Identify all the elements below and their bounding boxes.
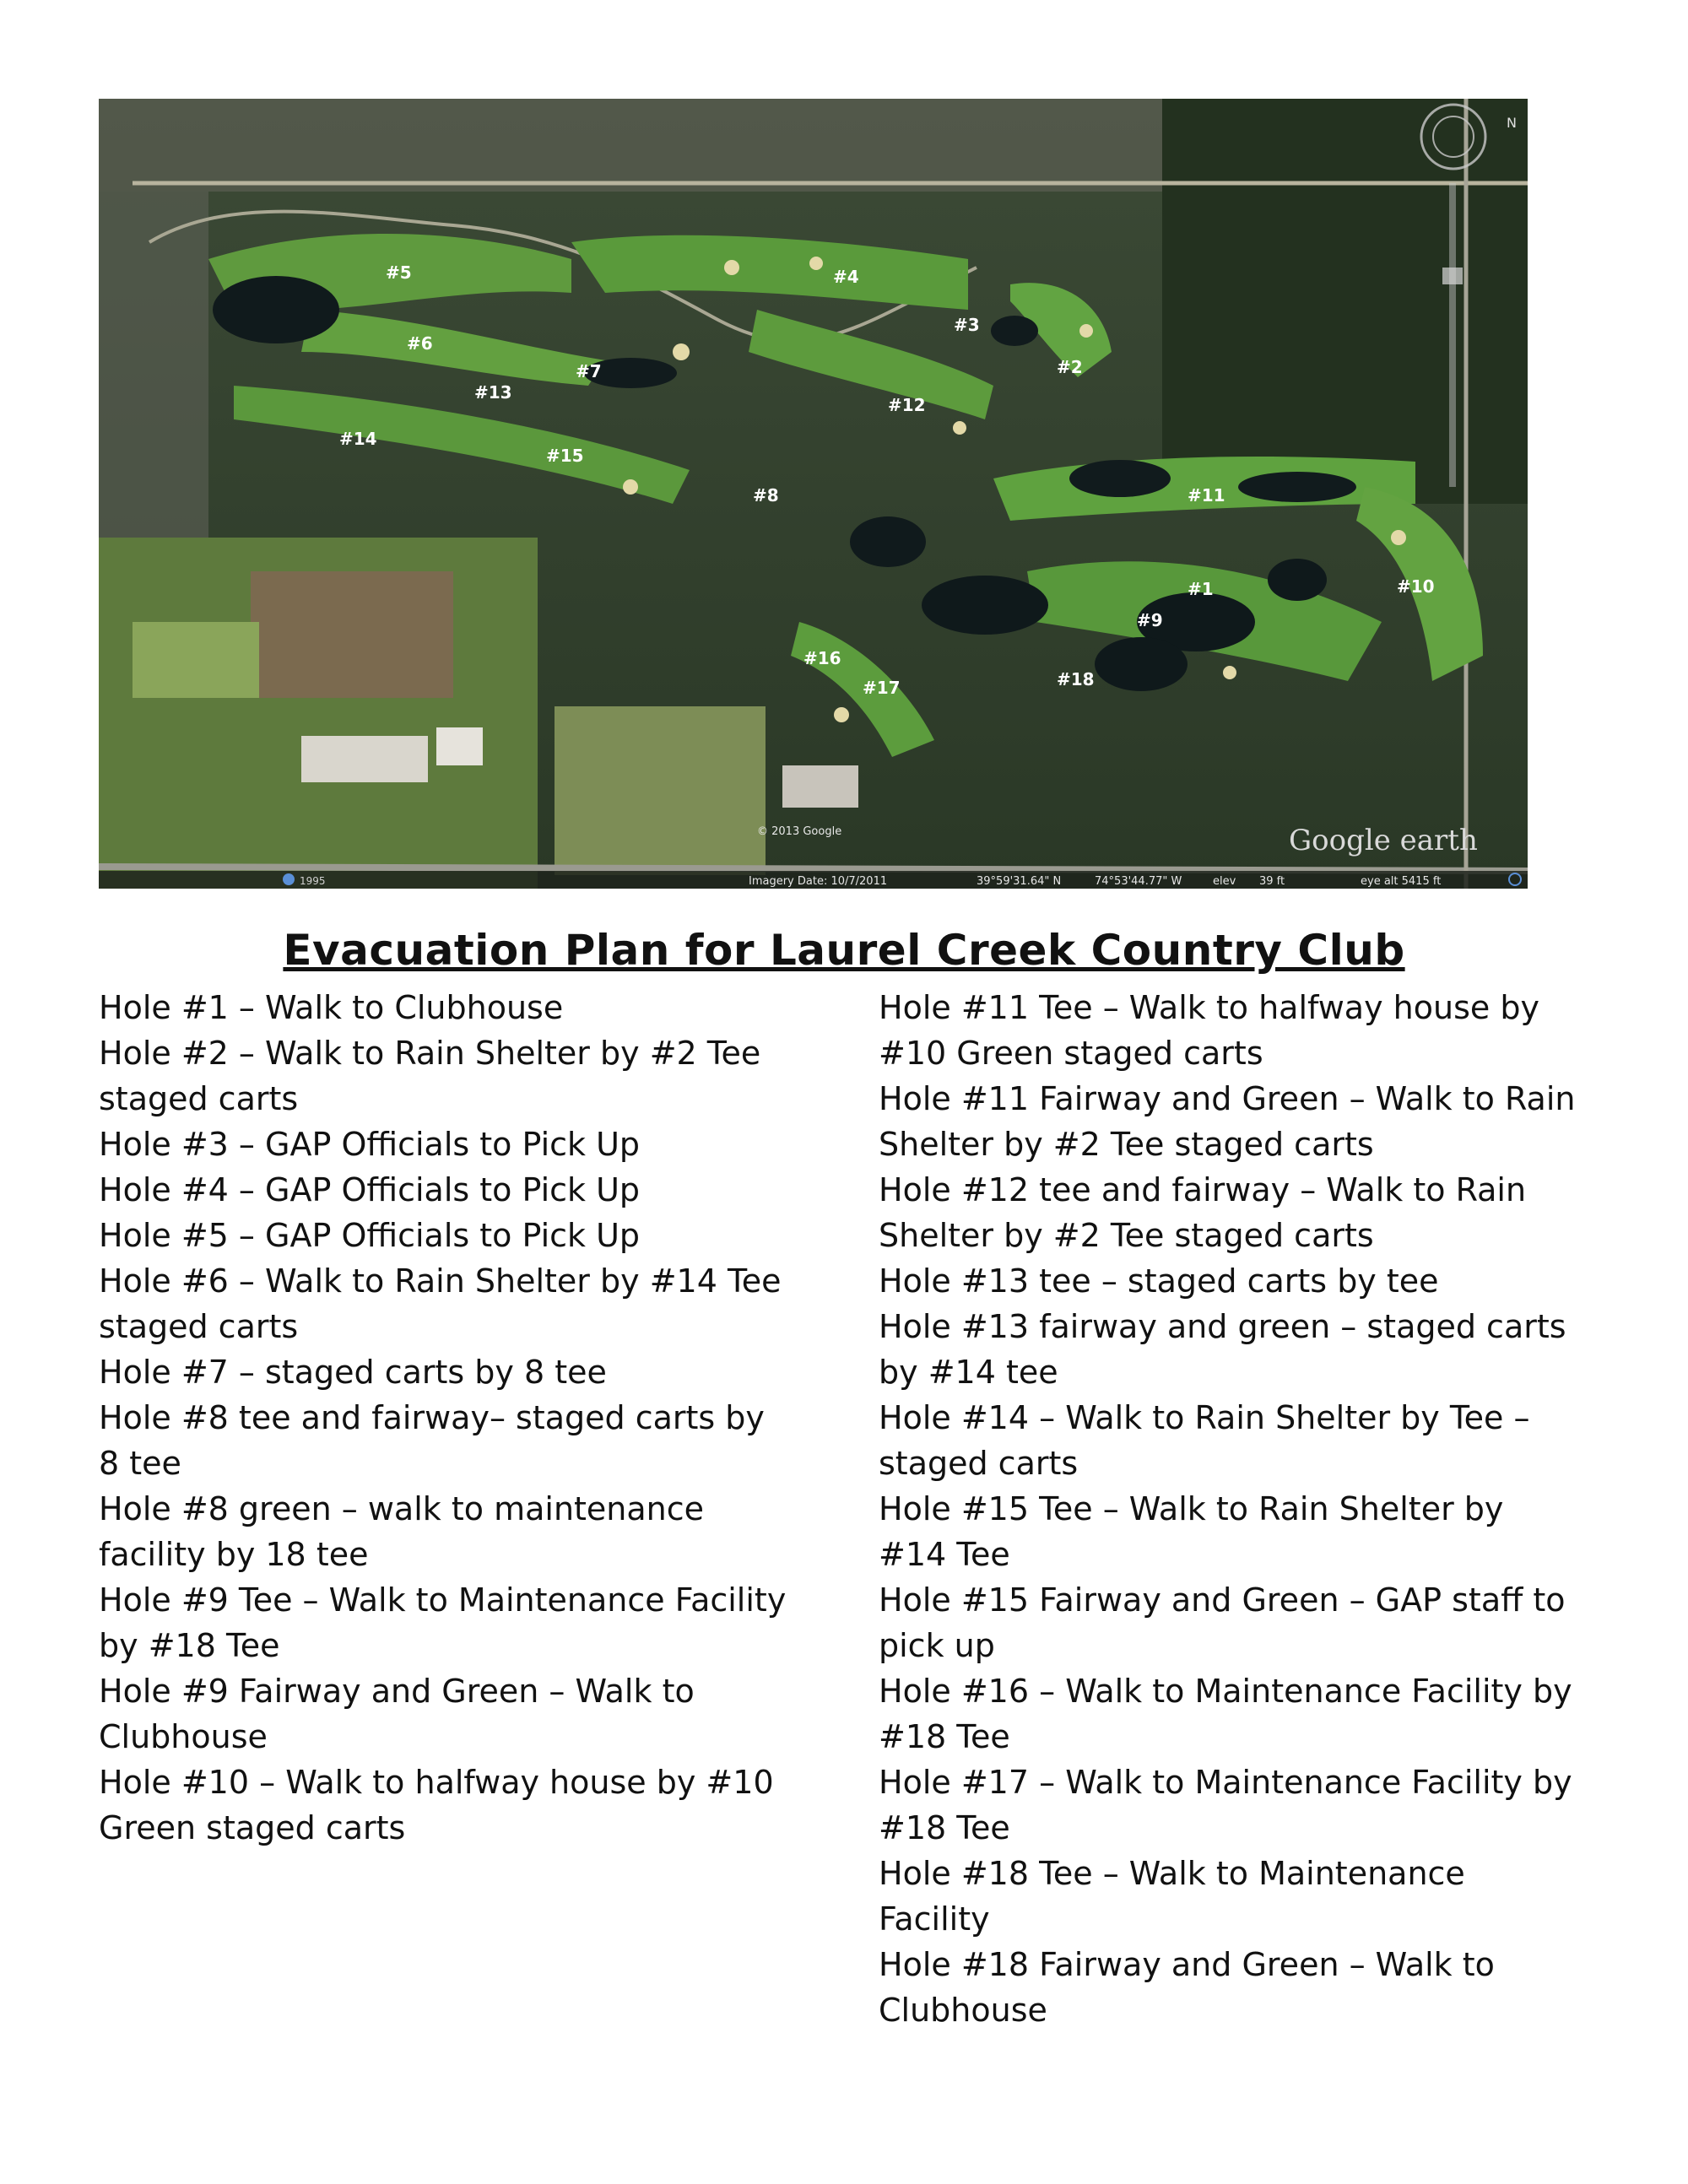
list-item: Hole #2 – Walk to Rain Shelter by #2 Tee staged carts bbox=[99, 1035, 761, 1117]
hole-label-12: #12 bbox=[888, 395, 926, 415]
hole-label-17: #17 bbox=[863, 678, 901, 698]
google-copyright: © 2013 Google bbox=[757, 825, 842, 838]
longitude-readout: 74°53'44.77" W bbox=[1095, 875, 1182, 888]
pond-11b bbox=[1238, 472, 1356, 502]
bunker bbox=[953, 421, 966, 435]
hole-label-6: #6 bbox=[407, 333, 433, 354]
list-item: Hole #12 tee and fairway – Walk to Rain Shelter by #2 Tee staged carts bbox=[879, 1171, 1527, 1254]
google-earth-logo: Google earth bbox=[1289, 824, 1478, 857]
bunker bbox=[1223, 666, 1236, 679]
hole-label-8: #8 bbox=[753, 485, 779, 505]
list-item: Hole #13 fairway and green – staged carts by #14 tee bbox=[879, 1308, 1566, 1391]
list-item: Hole #15 Fairway and Green – GAP staff to pick up bbox=[879, 1581, 1566, 1664]
forest-east bbox=[1162, 99, 1528, 504]
list-item: Hole #13 tee – staged carts by tee bbox=[879, 1262, 1439, 1300]
field-south bbox=[555, 706, 766, 875]
page-title: Evacuation Plan for Laurel Creek Country Club bbox=[283, 926, 1405, 975]
aerial-course-map bbox=[99, 99, 1528, 889]
pond-5 bbox=[213, 276, 339, 343]
bunker bbox=[809, 257, 823, 270]
hole-label-2: #2 bbox=[1057, 357, 1083, 377]
list-item: Hole #18 Fairway and Green – Walk to Clubhouse bbox=[879, 1946, 1495, 2029]
hole-label-10: #10 bbox=[1397, 576, 1435, 597]
list-item: Hole #9 Tee – Walk to Maintenance Facility by #18 Tee bbox=[99, 1581, 787, 1664]
elevation-value: 39 ft bbox=[1259, 875, 1285, 888]
hole-label-14: #14 bbox=[339, 429, 377, 449]
hole-label-16: #16 bbox=[803, 648, 841, 668]
hole-label-7: #7 bbox=[576, 361, 602, 381]
hole-label-11: #11 bbox=[1188, 485, 1225, 505]
list-item: Hole #11 Fairway and Green – Walk to Rain Shelter by #2 Tee staged carts bbox=[879, 1080, 1576, 1163]
parking-building bbox=[782, 765, 858, 808]
hole-label-15: #15 bbox=[546, 446, 584, 466]
pond-16 bbox=[922, 576, 1048, 635]
pond-1 bbox=[1268, 559, 1327, 601]
year-marker: 1995 bbox=[300, 875, 326, 887]
course-map-svg bbox=[99, 99, 1528, 889]
pond-8 bbox=[850, 516, 926, 567]
evacuation-list-left bbox=[99, 985, 795, 1851]
list-item: Hole #8 green – walk to maintenance facility by 18 tee bbox=[99, 1490, 705, 1573]
bunker bbox=[724, 260, 739, 275]
bunker bbox=[1391, 530, 1406, 545]
pond-18 bbox=[1095, 637, 1188, 691]
highway bbox=[99, 867, 1528, 871]
list-item: Hole #4 – GAP Officials to Pick Up bbox=[99, 1171, 641, 1208]
list-item: Hole #10 – Walk to halfway house by #10 Green staged carts bbox=[99, 1764, 774, 1846]
compass-north-label: N bbox=[1507, 115, 1517, 131]
maintenance-building bbox=[436, 727, 483, 765]
list-item: Hole #18 Tee – Walk to Maintenance Facility bbox=[879, 1855, 1465, 1938]
list-item: Hole #1 – Walk to Clubhouse bbox=[99, 989, 564, 1026]
elevation-label: elev bbox=[1213, 875, 1236, 888]
hole-label-18: #18 bbox=[1057, 669, 1095, 689]
eye-altitude: eye alt 5415 ft bbox=[1361, 875, 1442, 888]
residential-area-left bbox=[99, 192, 208, 546]
zoom-slider-handle[interactable] bbox=[1442, 268, 1463, 284]
imagery-date: Imagery Date: 10/7/2011 bbox=[749, 875, 888, 888]
list-item: Hole #5 – GAP Officials to Pick Up bbox=[99, 1217, 641, 1254]
hole-label-3: #3 bbox=[954, 315, 980, 335]
list-item: Hole #8 tee and fairway– staged carts by 8 tee bbox=[99, 1399, 765, 1482]
list-item: Hole #3 – GAP Officials to Pick Up bbox=[99, 1126, 641, 1163]
pond-11 bbox=[1069, 460, 1171, 497]
list-item: Hole #17 – Walk to Maintenance Facility by #18 Tee bbox=[879, 1764, 1572, 1846]
street-view-icon[interactable] bbox=[283, 873, 295, 885]
evacuation-list-right bbox=[879, 985, 1579, 2033]
bunker bbox=[1079, 324, 1093, 338]
list-item: Hole #7 – staged carts by 8 tee bbox=[99, 1354, 607, 1391]
list-item: Hole #9 Fairway and Green – Walk to Clubhouse bbox=[99, 1673, 695, 1755]
list-item: Hole #6 – Walk to Rain Shelter by #14 Tee staged carts bbox=[99, 1262, 782, 1345]
hole-label-1: #1 bbox=[1188, 579, 1214, 599]
hole-label-13: #13 bbox=[474, 382, 512, 403]
bunker bbox=[623, 479, 638, 495]
bunker bbox=[673, 343, 690, 360]
list-item: Hole #11 Tee – Walk to halfway house by #10 Green staged carts bbox=[879, 989, 1539, 1072]
bunker bbox=[834, 707, 849, 722]
latitude-readout: 39°59'31.64" N bbox=[977, 875, 1062, 888]
crop-field bbox=[133, 622, 259, 698]
plowed-field bbox=[251, 571, 453, 698]
list-item: Hole #16 – Walk to Maintenance Facility by #18 Tee bbox=[879, 1673, 1572, 1755]
hole-label-5: #5 bbox=[386, 262, 412, 283]
hole-label-4: #4 bbox=[833, 267, 859, 287]
list-item: Hole #15 Tee – Walk to Rain Shelter by #14 Tee bbox=[879, 1490, 1504, 1573]
clubhouse-building bbox=[301, 736, 428, 782]
hole-label-9: #9 bbox=[1137, 610, 1163, 630]
pond-3 bbox=[991, 316, 1038, 346]
list-item: Hole #14 – Walk to Rain Shelter by Tee – staged carts bbox=[879, 1399, 1530, 1482]
